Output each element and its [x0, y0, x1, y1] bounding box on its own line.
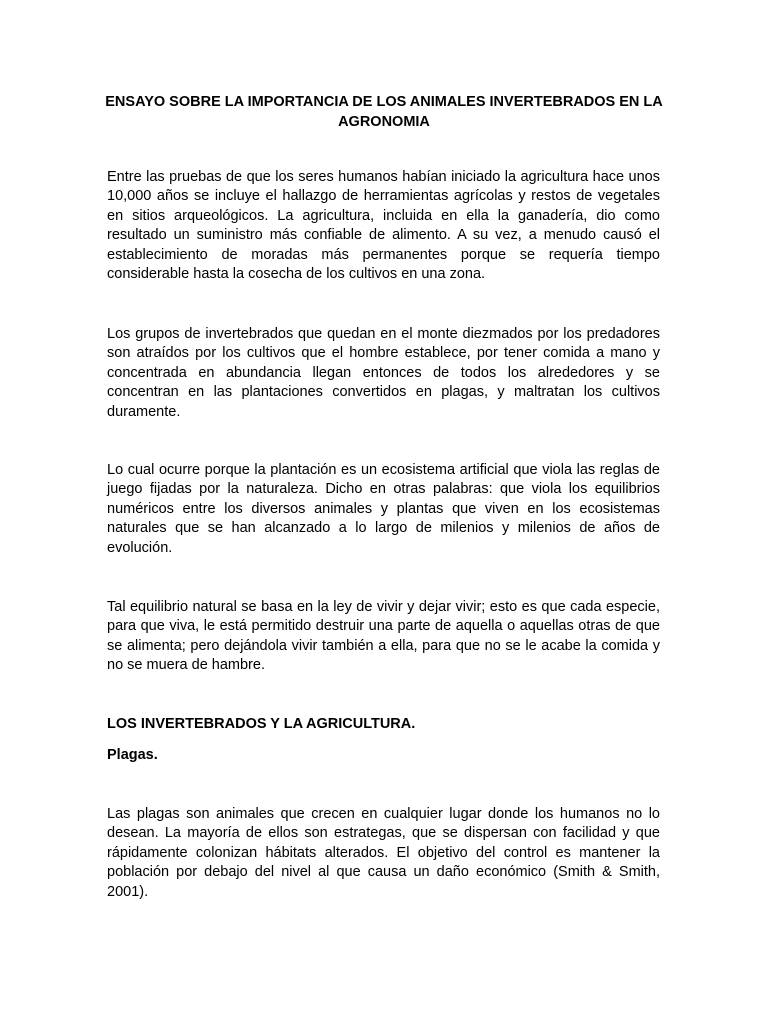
paragraph-agriculture-origins: Entre las pruebas de que los seres humanos habían iniciado la agricultura hace unos 10,000 años se incluye el hallazgo de herramientas agrícolas y restos de vegetales en sitios arqueológicos. La agricultura, incluida en ella la ganadería, dio como resultado un suministro más confiable de alimento. A su vez, a menudo causó el establecimiento de moradas más permanentes porque se requería tiempo considerable hasta la cosecha de los cultivos en una zona. — [107, 169, 660, 283]
paragraph-invertebrate-groups: Los grupos de invertebrados que quedan en el monte diezmados por los predadores son atraídos por los cultivos que el hombre establece, por tener comida a mano y concentrada en abundancia llegan entonces de todos los alrededores y se concentran en las plantaciones convertidos en plagas, y maltratan los cultivos duramente. — [107, 326, 660, 420]
document-title: ENSAYO SOBRE LA IMPORTANCIA DE LOS ANIMALES INVERTEBRADOS EN LA AGRONOMIA — [105, 94, 663, 130]
subsection-heading: Plagas. — [107, 747, 158, 763]
paragraph-natural-equilibrium: Tal equilibrio natural se basa en la ley de vivir y dejar vivir; esto es que cada especie, para que viva, le está permitido destruir una parte de aquella o aquellas otras de que se alimenta; pero dejándola vivir también a ella, para que no se le acabe la comida y no se muera de hambre. — [107, 599, 660, 674]
section-heading: LOS INVERTEBRADOS Y LA AGRICULTURA. — [107, 716, 416, 732]
paragraph-artificial-ecosystem: Lo cual ocurre porque la plantación es un ecosistema artificial que viola las reglas de juego fijadas por la naturaleza. Dicho en otras palabras: que viola los equilibrios numéricos entre los diversos animales y plantas que viven en los ecosistemas naturales que se han alcanzado a lo largo de milenios y milenios de años de evolución. — [107, 462, 660, 556]
paragraph-pests: Las plagas son animales que crecen en cualquier lugar donde los humanos no lo desean. La mayoría de ellos son estrategas, que se dispersan con facilidad y que rápidamente colonizan hábitats alterados. El objetivo del control es mantener la población por debajo del nivel al que causa un daño económico (Smith & Smith, 2001). — [107, 806, 660, 900]
